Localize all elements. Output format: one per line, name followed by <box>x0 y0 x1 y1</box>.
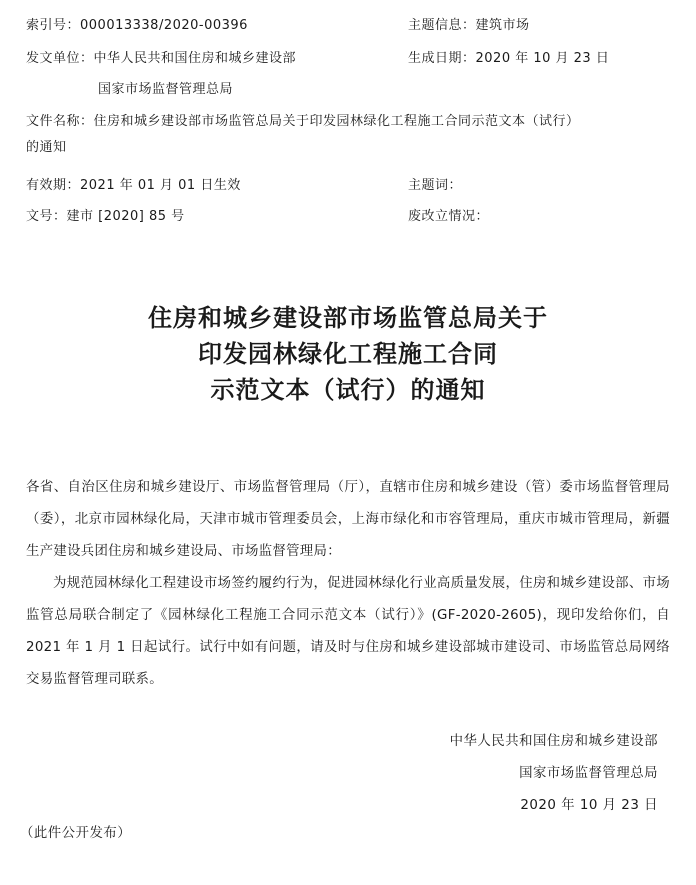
issuer-line2: 国家市场监督管理总局 <box>98 82 234 97</box>
publication-note: （此件公开发布） <box>20 826 132 841</box>
index-number: 索引号：000013338/2020-00396 <box>26 18 248 33</box>
date-generated: 生成日期：2020 年 10 月 23 日 <box>408 51 610 66</box>
signature-date: 2020 年 10 月 23 日 <box>520 798 658 813</box>
valid-period: 有效期：2021 年 01 月 01 日生效 <box>26 178 241 193</box>
topic-info: 主题信息：建筑市场 <box>408 18 530 33</box>
title-line3: 示范文本（试行）的通知 <box>210 375 486 404</box>
doc-name-line2: 的通知 <box>26 140 67 155</box>
doc-number: 文号：建市 [2020] 85 号 <box>26 209 185 224</box>
title-line1: 住房和城乡建设部市场监管总局关于 <box>148 303 548 332</box>
title-line2: 印发园林绿化工程施工合同 <box>198 339 498 368</box>
main-paragraph: 为规范园林绿化工程建设市场签约履约行为，促进园林绿化行业高质量发展，住房和城乡建设部、市场监管总局联合制定了《园林绿化工程施工合同示范文本（试行）》(GF-2020-2605)，现印发给你们，自 2021 年 1 月 1 日起试行。试行中如有问题，请及时与住房和城乡建设部城市建设司、市场监管总局网络交易监督管理司联系。 <box>26 576 670 687</box>
signature-block <box>450 726 658 822</box>
document-body <box>26 472 670 696</box>
document-title <box>0 300 696 408</box>
revision-status: 废改立情况： <box>408 209 490 224</box>
signature-org2: 国家市场监督管理总局 <box>519 766 658 781</box>
issuer-label: 发文单位：中华人民共和国住房和城乡建设部 <box>26 51 297 66</box>
signature-org1: 中华人民共和国住房和城乡建设部 <box>449 734 658 749</box>
doc-name-line1: 文件名称：住房和城乡建设部市场监管总局关于印发园林绿化工程施工合同示范文本（试行） <box>26 114 580 129</box>
doc-name-block <box>26 109 670 161</box>
addressee-paragraph: 各省、自治区住房和城乡建设厅、市场监督管理局（厅），直辖市住房和城乡建设（管）委市场监督管理局（委），北京市园林绿化局，天津市城市管理委员会，上海市绿化和市容管理局，重庆市城市管理局，新疆生产建设兵团住房和城乡建设局、市场监督管理局： <box>26 480 670 559</box>
keywords: 主题词： <box>408 178 463 193</box>
